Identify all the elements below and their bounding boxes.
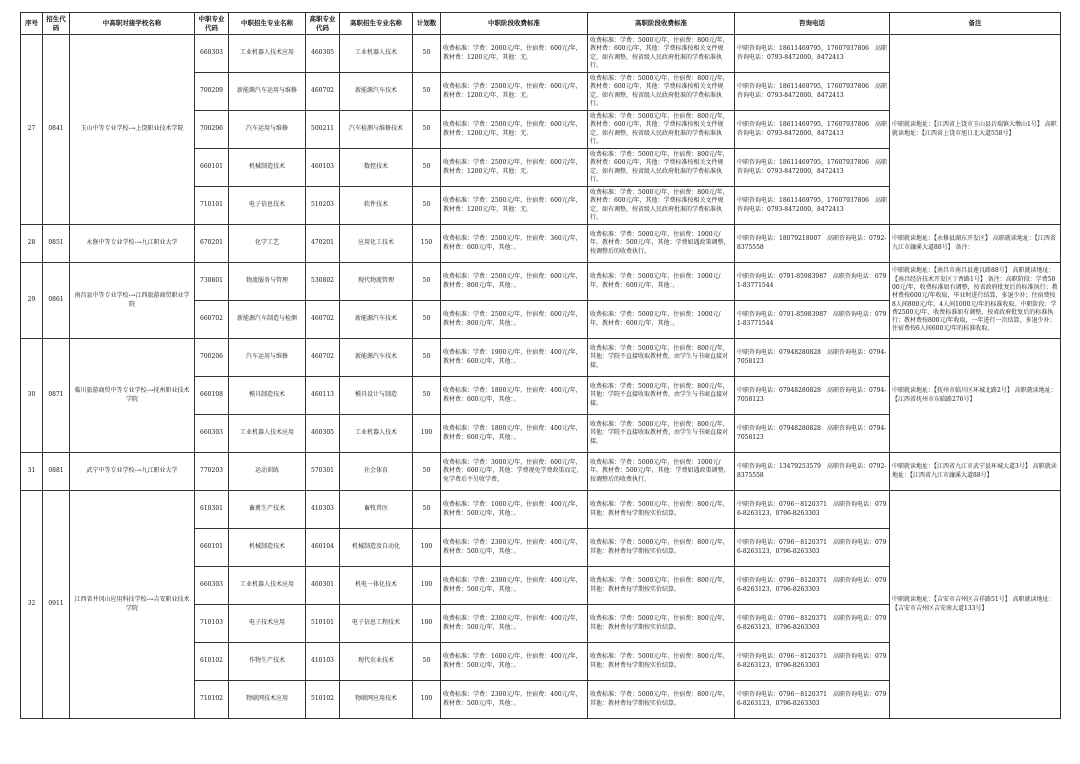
gz-code-cell: 500211 [306, 111, 340, 149]
phone-cell: 中职咨询电话：0796－8120371 高职咨询电话：0796-8263123，0796-8263303 [735, 605, 890, 643]
gz-code-cell: 410103 [306, 643, 340, 681]
zz-name-cell: 运动训练 [229, 453, 306, 491]
zz-name-cell: 作物生产技术 [229, 643, 306, 681]
header-remark: 备注 [890, 13, 1061, 35]
plan-cell: 150 [413, 225, 441, 263]
gz-code-cell: 470201 [306, 225, 340, 263]
zz-fee-cell: 收费标准：学费：1800元/年，住宿费：400元/年，教材费：600元/年，其他：。 [441, 415, 588, 453]
plan-cell: 50 [413, 111, 441, 149]
phone-cell: 中职咨询电话：18611469795，17607937806 高职咨询电话：0793-8472000，8472413 [735, 149, 890, 187]
plan-cell: 50 [413, 301, 441, 339]
table-row [21, 491, 1061, 529]
gz-name-cell: 社会体育 [340, 453, 413, 491]
table-row [21, 35, 1061, 73]
seq-cell: 29 [21, 263, 43, 339]
plan-cell: 50 [413, 35, 441, 73]
gz-code-cell: 510102 [306, 681, 340, 719]
gz-code-cell: 460305 [306, 35, 340, 73]
gz-fee-cell: 收费标准：学费：5000元/年，住宿费：1000元/年，教材费：600元/年，其他：。 [588, 301, 735, 339]
gz-fee-cell: 收费标准：学费：5000元/年，住宿费：800元/年，其他：教材费每学期按实价结算。 [588, 643, 735, 681]
zz-name-cell: 新能源汽车制造与检测 [229, 301, 306, 339]
header-phone: 咨询电话 [735, 13, 890, 35]
gz-name-cell: 模具设计与制造 [340, 377, 413, 415]
plan-cell: 50 [413, 339, 441, 377]
gz-fee-cell: 收费标准：学费：5000元/年，住宿费：800元/年，其他：学院不直接收取教材费，由学生与书商直接对接。 [588, 339, 735, 377]
zz-fee-cell: 收费标准：学费：1000元/年，住宿费：400元/年，教材费：500元/年，其他：。 [441, 491, 588, 529]
zz-code-cell: 700206 [195, 339, 229, 377]
plan-cell: 50 [413, 453, 441, 491]
header-zz-name: 中职招生专业名称 [229, 13, 306, 35]
zz-fee-cell: 收费标准：学费：2500元/年，住宿费：600元/年，教材费：800元/年，其他：。 [441, 263, 588, 301]
gz-name-cell: 新能源汽车技术 [340, 301, 413, 339]
zz-name-cell: 汽车运用与维修 [229, 111, 306, 149]
table-row [21, 453, 1061, 491]
gz-fee-cell: 收费标准：学费：5000元/年，住宿费：800元/年，其他：教材费每学期按实价结算。 [588, 491, 735, 529]
zz-code-cell: 660101 [195, 529, 229, 567]
gz-code-cell: 460702 [306, 339, 340, 377]
code-cell: 0861 [43, 263, 70, 339]
gz-fee-cell: 收费标准：学费：5000元/年，住宿费：800元/年，教材费：600元/年，其他：学费标准按相关文件规定，如有调整，按省级人民政府批准的学费标准执行。 [588, 111, 735, 149]
gz-fee-cell: 收费标准：学费：5000元/年，住宿费：1000元/年，教材费：600元/年，其他：。 [588, 263, 735, 301]
seq-cell: 31 [21, 453, 43, 491]
zz-name-cell: 工业机器人技术应用 [229, 35, 306, 73]
gz-fee-cell: 收费标准：学费：5000元/年，住宿费：800元/年，其他：教材费每学期按实价结算。 [588, 605, 735, 643]
gz-name-cell: 畜牧兽医 [340, 491, 413, 529]
gz-fee-cell: 收费标准：学费：5000元/年，住宿费：800元/年，其他：教材费每学期按实价结算。 [588, 681, 735, 719]
gz-code-cell: 510101 [306, 605, 340, 643]
gz-code-cell: 570301 [306, 453, 340, 491]
phone-cell: 中职咨询电话：07948280828 高职咨询电话：0794-7058123 [735, 377, 890, 415]
gz-name-cell: 新能源汽车技术 [340, 339, 413, 377]
gz-fee-cell: 收费标准：学费：5000元/年，住宿费：800元/年，其他：教材费每学期按实价结算。 [588, 529, 735, 567]
code-cell: 0871 [43, 339, 70, 453]
zz-code-cell: 700209 [195, 73, 229, 111]
gz-name-cell: 机电一体化技术 [340, 567, 413, 605]
remark-cell: 中职就读地址：【江西省九江市武宁县环城大道3号】 高职就读地址：【江西省九江市濂溪大道88号】 [890, 453, 1061, 491]
school-cell: 武宁中等专业学校-→九江职业大学 [70, 453, 195, 491]
phone-cell: 中职咨询电话：0796－8120371 高职咨询电话：0796-8263123，0796-8263303 [735, 567, 890, 605]
zz-fee-cell: 收费标准：学费：2300元/年，住宿费：400元/年，教材费：500元/年，其他：。 [441, 567, 588, 605]
zz-code-cell: 670201 [195, 225, 229, 263]
zz-fee-cell: 收费标准：学费：2300元/年，住宿费：400元/年，教材费：500元/年，其他：。 [441, 681, 588, 719]
gz-name-cell: 软件技术 [340, 187, 413, 225]
table-body [21, 35, 1061, 719]
zz-fee-cell: 收费标准：学费：2500元/年，住宿费：360元/年，教材费：600元/年，其他：。 [441, 225, 588, 263]
gz-code-cell: 460113 [306, 377, 340, 415]
phone-cell: 中职咨询电话：13479253579 高职咨询电话：0792-8375558 [735, 453, 890, 491]
gz-fee-cell: 收费标准：学费：5000元/年，住宿费：800元/年，教材费：600元/年，其他：学费标准按相关文件规定，如有调整，按省级人民政府批准的学费标准执行。 [588, 187, 735, 225]
header-gz-code: 高职专业代码 [306, 13, 340, 35]
gz-name-cell: 工业机器人技术 [340, 35, 413, 73]
phone-cell: 中职咨询电话：18079218007 高职咨询电话：0792-8375558 [735, 225, 890, 263]
zz-name-cell: 机械制造技术 [229, 529, 306, 567]
remark-cell: 中职就读地址：【抚州市临川区环城北路2号】 高职就读地址：【江西省抚州市东临路276号】 [890, 339, 1061, 453]
phone-cell: 中职咨询电话：0791-85983987 高职咨询电话：0791-83771544 [735, 301, 890, 339]
gz-fee-cell: 收费标准：学费：5000元/年，住宿费：800元/年，其他：学院不直接收取教材费，由学生与书商直接对接。 [588, 377, 735, 415]
gz-code-cell: 460103 [306, 149, 340, 187]
phone-cell: 中职咨询电话：0791-85983987 高职咨询电话：0791-83771544 [735, 263, 890, 301]
plan-cell: 50 [413, 377, 441, 415]
gz-name-cell: 工业机器人技术 [340, 415, 413, 453]
zz-name-cell: 电子信息技术 [229, 187, 306, 225]
header-zz-fee: 中职阶段收费标准 [441, 13, 588, 35]
code-cell: 0881 [43, 453, 70, 491]
zz-fee-cell: 收费标准：学费：2000元/年，住宿费：600元/年，教材费：1200元/年，其他：无。 [441, 35, 588, 73]
gz-code-cell: 460702 [306, 301, 340, 339]
gz-name-cell: 新能源汽车技术 [340, 73, 413, 111]
phone-cell: 中职咨询电话：0796－8120371 高职咨询电话：0796-8263123，0796-8263303 [735, 529, 890, 567]
gz-fee-cell: 收费标准：学费：5000元/年，住宿费：800元/年，教材费：600元/年，其他：学费标准按相关文件规定，如有调整，按省级人民政府批准的学费标准执行。 [588, 35, 735, 73]
remark-cell: 中职就读地址：【吉安市吉州区吉祥路51号】 高职就读地址：【吉安市吉州区吉安南大道133号】 [890, 491, 1061, 719]
zz-code-cell: 660101 [195, 149, 229, 187]
zz-name-cell: 机械制造技术 [229, 149, 306, 187]
header-school: 中高职对接学校名称 [70, 13, 195, 35]
zz-code-cell: 710101 [195, 187, 229, 225]
header-code: 招生代码 [43, 13, 70, 35]
table-row [21, 225, 1061, 263]
remark-cell: 中职就读地址：【南昌市南昌县莲良路88号】 高职就读地址：【南昌经济技术开发区丁香路1号】 备注：高职阶段：学费5000元/年，收费标准如有调整，按省政府批复后的标准执行；教材费按600元/年收取，毕业时进行结算，多退少补；住宿费按8人间800元/年、4人间1000元/年的标准收取。中职阶段：学费2500元/年，收费标准如有调整，按省政府批复后的标准执行；教材费按800元/年收取，一年进行一次结算，多退少补；住宿费按6人间600元/年的标准收取。 [890, 263, 1061, 339]
phone-cell: 中职咨询电话：18611469795，17607937806 高职咨询电话：0793-8472000，8472413 [735, 187, 890, 225]
gz-name-cell: 现代农业技术 [340, 643, 413, 681]
phone-cell: 中职咨询电话：0796－8120371 高职咨询电话：0796-8263123，0796-8263303 [735, 681, 890, 719]
phone-cell: 中职咨询电话：18611469795，17607937806 高职咨询电话：0793-8472000，8472413 [735, 35, 890, 73]
zz-code-cell: 770203 [195, 453, 229, 491]
zz-fee-cell: 收费标准：学费：2500元/年，住宿费：600元/年，教材费：1200元/年，其他：无。 [441, 187, 588, 225]
phone-cell: 中职咨询电话：0796－8120371 高职咨询电话：0796-8263123，0796-8263303 [735, 643, 890, 681]
school-cell: 玉山中等专业学校-→上饶职业技术学院 [70, 35, 195, 225]
phone-cell: 中职咨询电话：18611469795，17607937806 高职咨询电话：0793-8472000，8472413 [735, 111, 890, 149]
phone-cell: 中职咨询电话：18611469795，17607937806 高职咨询电话：0793-8472000，8472413 [735, 73, 890, 111]
zz-code-cell: 660702 [195, 301, 229, 339]
zz-code-cell: 710102 [195, 681, 229, 719]
zz-fee-cell: 收费标准：学费：2500元/年，住宿费：600元/年，教材费：800元/年，其他：。 [441, 301, 588, 339]
plan-cell: 100 [413, 567, 441, 605]
seq-cell: 32 [21, 491, 43, 719]
code-cell: 0841 [43, 35, 70, 225]
seq-cell: 28 [21, 225, 43, 263]
zz-name-cell: 工业机器人技术应用 [229, 567, 306, 605]
zz-name-cell: 物流服务与管理 [229, 263, 306, 301]
gz-code-cell: 410303 [306, 491, 340, 529]
enrollment-table [20, 12, 1061, 719]
zz-code-cell: 730801 [195, 263, 229, 301]
gz-name-cell: 物联网应用技术 [340, 681, 413, 719]
gz-code-cell: 530802 [306, 263, 340, 301]
table-row [21, 339, 1061, 377]
remark-cell: 中职就读地址：【永修县湖东开发区】 高职就读地址：【江西省九江市濂溪大道88号】 备注： [890, 225, 1061, 263]
zz-code-cell: 660303 [195, 35, 229, 73]
zz-fee-cell: 收费标准：学费：1600元/年，住宿费：400元/年，教材费：500元/年，其他：。 [441, 643, 588, 681]
zz-fee-cell: 收费标准：学费：1800元/年，住宿费：400元/年，教材费：600元/年，其他：。 [441, 377, 588, 415]
gz-fee-cell: 收费标准：学费：5000元/年，住宿费：800元/年，教材费：600元/年，其他：学费标准按相关文件规定，如有调整，按省级人民政府批准的学费标准执行。 [588, 73, 735, 111]
plan-cell: 50 [413, 187, 441, 225]
header-gz-name: 高职招生专业名称 [340, 13, 413, 35]
zz-name-cell: 化学工艺 [229, 225, 306, 263]
gz-code-cell: 460301 [306, 567, 340, 605]
school-cell: 永修中等专业学校-→九江职业大学 [70, 225, 195, 263]
zz-code-cell: 660303 [195, 567, 229, 605]
zz-name-cell: 电子技术应用 [229, 605, 306, 643]
gz-name-cell: 应用化工技术 [340, 225, 413, 263]
gz-code-cell: 460702 [306, 73, 340, 111]
plan-cell: 50 [413, 643, 441, 681]
plan-cell: 100 [413, 681, 441, 719]
zz-fee-cell: 收费标准：学费：3000元/年，住宿费：600元/年，教材费：600元/年，其他：学费视免学费政策而定，免学费后不另收学费。 [441, 453, 588, 491]
zz-name-cell: 畜禽生产技术 [229, 491, 306, 529]
plan-cell: 100 [413, 415, 441, 453]
zz-code-cell: 700206 [195, 111, 229, 149]
header-plan: 计划数 [413, 13, 441, 35]
zz-fee-cell: 收费标准：学费：2300元/年，住宿费：400元/年，教材费：500元/年，其他：。 [441, 529, 588, 567]
plan-cell: 50 [413, 149, 441, 187]
header-zz-code: 中职专业代码 [195, 13, 229, 35]
zz-code-cell: 660108 [195, 377, 229, 415]
gz-code-cell: 460104 [306, 529, 340, 567]
gz-fee-cell: 收费标准：学费：5000元/年，住宿费：800元/年，其他：学院不直接收取教材费，由学生与书商直接对接。 [588, 415, 735, 453]
zz-fee-cell: 收费标准：学费：2500元/年，住宿费：600元/年，教材费：1200元/年，其他：无。 [441, 111, 588, 149]
zz-code-cell: 710103 [195, 605, 229, 643]
zz-name-cell: 工业机器人技术应用 [229, 415, 306, 453]
code-cell: 0911 [43, 491, 70, 719]
gz-name-cell: 数控技术 [340, 149, 413, 187]
phone-cell: 中职咨询电话：0796－8120371 高职咨询电话：0796-8263123，0796-8263303 [735, 491, 890, 529]
plan-cell: 50 [413, 73, 441, 111]
school-cell: 临川旅游商贸中等专业学校-→抚州职业技术学院 [70, 339, 195, 453]
school-cell: 南昌县中等专业学校-→江西旅游商贸职业学院 [70, 263, 195, 339]
gz-fee-cell: 收费标准：学费：5000元/年，住宿费：800元/年，其他：教材费每学期按实价结算。 [588, 567, 735, 605]
seq-cell: 30 [21, 339, 43, 453]
school-cell: 江西省井冈山应用科技学校-→吉安职业技术学院 [70, 491, 195, 719]
plan-cell: 100 [413, 605, 441, 643]
gz-name-cell: 机械制造及自动化 [340, 529, 413, 567]
zz-code-cell: 610301 [195, 491, 229, 529]
plan-cell: 100 [413, 529, 441, 567]
gz-name-cell: 汽车检测与维修技术 [340, 111, 413, 149]
gz-code-cell: 510203 [306, 187, 340, 225]
seq-cell: 27 [21, 35, 43, 225]
table-header-row [21, 13, 1061, 35]
table-row [21, 263, 1061, 301]
header-seq: 序号 [21, 13, 43, 35]
zz-fee-cell: 收费标准：学费：2500元/年，住宿费：600元/年，教材费：1200元/年，其他：无。 [441, 149, 588, 187]
gz-code-cell: 460305 [306, 415, 340, 453]
gz-fee-cell: 收费标准：学费：5000元/年，住宿费：1000元/年，教材费：500元/年，其他：学费如遇政策调整，按调整后的收费执行。 [588, 225, 735, 263]
code-cell: 0851 [43, 225, 70, 263]
zz-code-cell: 610102 [195, 643, 229, 681]
phone-cell: 中职咨询电话：07948280828 高职咨询电话：0794-7058123 [735, 339, 890, 377]
zz-name-cell: 模具制造技术 [229, 377, 306, 415]
phone-cell: 中职咨询电话：07948280828 高职咨询电话：0794-7058123 [735, 415, 890, 453]
remark-cell: 中职就读地址：【江西省上饶市玉山县岩瑞镇大墩山1号】 高职就读地址：【江西省上饶市旭日北大道558号】 [890, 35, 1061, 225]
zz-name-cell: 物联网技术应用 [229, 681, 306, 719]
gz-fee-cell: 收费标准：学费：5000元/年，住宿费：1000元/年，教材费：500元/年，其他：学费如遇政策调整，按调整后的收费执行。 [588, 453, 735, 491]
zz-name-cell: 新能源汽车运用与维修 [229, 73, 306, 111]
zz-fee-cell: 收费标准：学费：2500元/年，住宿费：600元/年，教材费：1200元/年，其他：无。 [441, 73, 588, 111]
gz-name-cell: 电子信息工程技术 [340, 605, 413, 643]
zz-fee-cell: 收费标准：学费：2300元/年，住宿费：400元/年，教材费：500元/年，其他：。 [441, 605, 588, 643]
gz-fee-cell: 收费标准：学费：5000元/年，住宿费：800元/年，教材费：600元/年，其他：学费标准按相关文件规定，如有调整，按省级人民政府批准的学费标准执行。 [588, 149, 735, 187]
gz-name-cell: 现代物流管理 [340, 263, 413, 301]
zz-code-cell: 660303 [195, 415, 229, 453]
zz-name-cell: 汽车运用与维修 [229, 339, 306, 377]
plan-cell: 50 [413, 491, 441, 529]
zz-fee-cell: 收费标准：学费：1900元/年，住宿费：400元/年，教材费：600元/年，其他：。 [441, 339, 588, 377]
plan-cell: 50 [413, 263, 441, 301]
header-gz-fee: 高职阶段收费标准 [588, 13, 735, 35]
